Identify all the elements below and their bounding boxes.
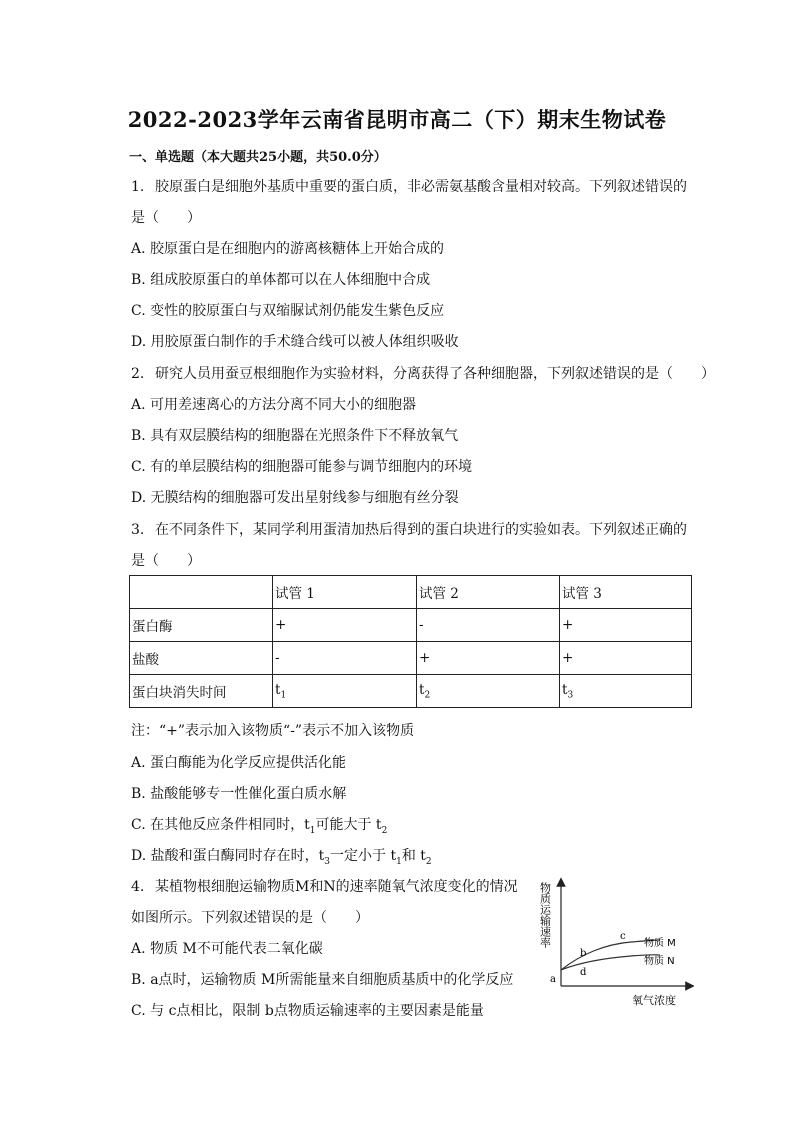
q2-option-d: D. 无膜结构的细胞器可发出星射线参与细胞有丝分裂 xyxy=(131,490,459,506)
q4-number: 4. xyxy=(131,879,145,895)
section-heading: 一、单选题（本大题共25小题，共50.0分） xyxy=(129,150,387,165)
q3-note: 注：“+”表示加入该物质“-”表示不加入该物质 xyxy=(131,723,415,739)
q1-stem-line2: 是（ ） xyxy=(131,210,201,226)
q4-option-b: B. a点时，运输物质 M所需能量来自细胞质基质中的化学反应 xyxy=(131,972,514,988)
q3-number: 3. xyxy=(131,522,145,538)
table-row xyxy=(130,675,692,708)
label-n: 物质 N xyxy=(644,956,675,967)
q4-stem-line1 xyxy=(131,876,518,896)
q2-option-b: B. 具有双层膜结构的细胞器在光照条件下不释放氧气 xyxy=(131,428,459,444)
table-cell: 盐酸 xyxy=(130,642,273,675)
table-cell: 蛋白块消失时间 xyxy=(130,675,273,708)
q3-option-c xyxy=(131,814,387,836)
time-symbol: t xyxy=(419,681,425,698)
y-axis-label: 物质运输速率 xyxy=(538,882,552,948)
point-c: c xyxy=(620,931,626,942)
q3-stem-line1 xyxy=(131,519,687,539)
exam-title: 2022-2023学年云南省昆明市高二（下）期末生物试卷 xyxy=(127,107,667,132)
q3-option-b: B. 盐酸能够专一性催化蛋白质水解 xyxy=(131,786,347,802)
time-subscript: 2 xyxy=(424,690,431,701)
table-header-row xyxy=(130,576,692,609)
table-cell: 蛋白酶 xyxy=(130,609,273,642)
q3-option-c-text: 可能大于 t xyxy=(315,817,382,833)
q3-stem-text: 在不同条件下，某同学利用蛋清加热后得到的蛋白块进行的实验如表。下列叙述正确的 xyxy=(155,522,687,538)
time-subscript: 3 xyxy=(567,690,574,701)
q3-option-d xyxy=(131,845,432,867)
q2-stem-text: 研究人员用蚕豆根细胞作为实验材料，分离获得了各种细胞器，下列叙述错误的是（ ） xyxy=(155,366,715,382)
table-cell: 试管 3 xyxy=(560,576,692,609)
q1-option-a: A. 胶原蛋白是在细胞内的游离核糖体上开始合成的 xyxy=(131,241,445,257)
q1-number: 1. xyxy=(131,179,145,195)
table-cell: 试管 2 xyxy=(417,576,560,609)
q1-stem-text: 胶原蛋白是细胞外基质中重要的蛋白质，非必需氨基酸含量相对较高。下列叙述错误的 xyxy=(155,179,687,195)
table-cell xyxy=(273,675,417,708)
q2-option-a: A. 可用差速离心的方法分离不同大小的细胞器 xyxy=(131,397,417,413)
table-cell xyxy=(560,675,692,708)
point-b: b xyxy=(580,948,587,959)
table-cell: + xyxy=(417,642,560,675)
q2-number: 2. xyxy=(131,366,145,382)
q2-stem-line1 xyxy=(131,363,715,383)
q3-option-d-text: 和 t xyxy=(401,848,426,864)
q4-option-a: A. 物质 M不可能代表二氧化碳 xyxy=(131,941,323,957)
q1-option-c: C. 变性的胶原蛋白与双缩脲试剂仍能发生紫色反应 xyxy=(131,303,445,319)
q4-transport-rate-graph xyxy=(536,876,694,1016)
q2-option-c: C. 有的单层膜结构的细胞器可能参与调节细胞内的环境 xyxy=(131,459,473,475)
table-row xyxy=(130,642,692,675)
q3-option-d-text: 一定小于 t xyxy=(330,848,397,864)
table-cell: 试管 1 xyxy=(273,576,417,609)
subscript: 3 xyxy=(324,856,330,867)
point-d: d xyxy=(580,967,587,978)
subscript: 1 xyxy=(309,825,316,836)
q4-stem-text: 某植物根细胞运输物质M和N的速率随氧气浓度变化的情况 xyxy=(155,879,518,895)
q3-option-d-text: D. 盐酸和蛋白酶同时存在时，t xyxy=(131,848,325,864)
time-symbol: t xyxy=(275,681,281,698)
q3-option-a: A. 蛋白酶能为化学反应提供活化能 xyxy=(131,755,347,771)
subscript: 1 xyxy=(396,856,402,867)
table-row xyxy=(130,609,692,642)
table-cell: + xyxy=(560,609,692,642)
q1-option-b: B. 组成胶原蛋白的单体都可以在人体细胞中合成 xyxy=(131,272,431,288)
q3-option-c-text: C. 在其他反应条件相同时，t xyxy=(131,817,310,833)
time-symbol: t xyxy=(562,681,568,698)
table-cell: + xyxy=(560,642,692,675)
table-cell: - xyxy=(273,642,417,675)
q3-stem-line2: 是（ ） xyxy=(131,553,201,569)
table-cell xyxy=(417,675,560,708)
time-subscript: 1 xyxy=(280,690,287,701)
q4-stem-line2: 如图所示。下列叙述错误的是（ ） xyxy=(131,910,369,926)
label-m: 物质 M xyxy=(644,938,676,949)
table-cell: + xyxy=(273,609,417,642)
x-axis-label: 氧气浓度 xyxy=(632,994,676,1007)
table-cell xyxy=(130,576,273,609)
q3-experiment-table xyxy=(129,575,692,708)
q4-option-c: C. 与 c点相比，限制 b点物质运输速率的主要因素是能量 xyxy=(131,1003,484,1019)
point-a: a xyxy=(550,974,556,985)
q1-option-d: D. 用胶原蛋白制作的手术缝合线可以被人体组织吸收 xyxy=(131,334,459,350)
subscript: 2 xyxy=(381,825,388,836)
subscript: 2 xyxy=(425,856,432,867)
table-cell: - xyxy=(417,609,560,642)
q1-stem-line1 xyxy=(131,176,687,196)
